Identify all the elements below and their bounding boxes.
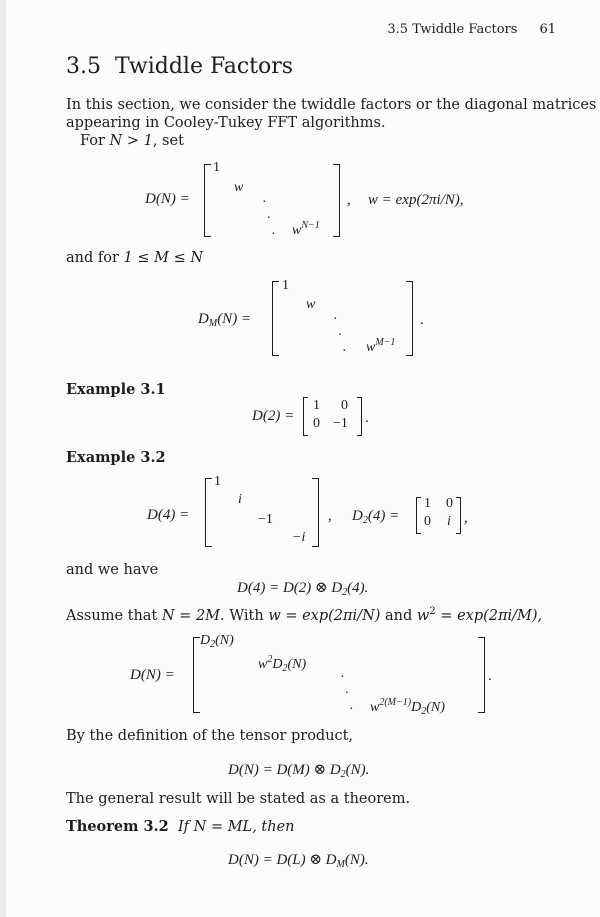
matrix-entry: w — [234, 180, 244, 195]
left-bracket — [303, 397, 308, 436]
ex1-lhs: D(2) = — [252, 408, 295, 424]
entry-subscript: 2 — [210, 639, 216, 650]
intro-text-end: , set — [152, 133, 184, 149]
entry-base: w — [292, 223, 302, 238]
eq4-period: . — [488, 668, 492, 684]
diagonal-dots: · · · — [262, 195, 277, 242]
matrix-entry: w — [306, 297, 316, 312]
page-number: 61 — [539, 22, 556, 37]
rhs-rest: (4) = — [367, 508, 400, 524]
matrix-entry: 0 — [313, 416, 320, 431]
assume-math: w — [416, 608, 430, 624]
entry-exponent: 2 — [267, 654, 273, 665]
entry-rest: (N) — [215, 633, 234, 648]
eq4-lhs: D(N) = — [130, 667, 175, 683]
matrix-entry — [292, 220, 320, 239]
lhs-base: D — [198, 311, 209, 327]
right-bracket — [478, 637, 485, 713]
equation-tensor-product — [228, 760, 369, 780]
running-head — [387, 22, 556, 37]
entry-subscript: 2 — [282, 663, 288, 674]
assume-math: w = exp(2πi/N) — [268, 608, 381, 624]
matrix-entry: 1 — [313, 398, 320, 413]
right-bracket — [333, 164, 340, 237]
assume-text: . With — [220, 608, 269, 624]
matrix-entry — [366, 337, 395, 356]
intro-line-2: appearing in Cooley-Tukey FFT algorithms. — [66, 115, 386, 131]
w-definition: w = exp(2πi/N), — [368, 192, 464, 208]
eq2-lhs — [198, 311, 251, 329]
example-3-1-label: Example 3.1 — [66, 381, 166, 398]
right-bracket — [312, 478, 319, 547]
matrix-entry: 1 — [424, 496, 431, 511]
matrix-entry: 0 — [446, 496, 453, 511]
ex2-comma: , — [328, 508, 332, 524]
eq3-subscript: 2 — [342, 587, 348, 598]
right-bracket — [406, 281, 413, 356]
intro-line-3 — [80, 132, 184, 150]
lhs-subscript: M — [208, 318, 218, 329]
section-number: 3.5 — [66, 54, 101, 79]
entry-exponent: N−1 — [301, 220, 320, 231]
left-bracket — [193, 637, 200, 713]
matrix-entry: 1 — [282, 278, 289, 293]
intro-line-1: In this section, we consider the twiddle factors or the diagonal matrices — [66, 97, 597, 113]
intro-text: For — [80, 133, 110, 149]
eq1-comma: , — [347, 192, 351, 208]
eq1-lhs: D(N) = — [145, 191, 190, 207]
lhs-rest: (N) = — [217, 311, 252, 327]
matrix-entry: i — [447, 514, 451, 529]
entry-base: D — [411, 700, 422, 715]
right-bracket — [456, 497, 461, 534]
entry-rest: (N) — [426, 700, 445, 715]
assume-text: Assume that — [66, 608, 162, 624]
left-bracket — [204, 164, 211, 237]
between-text — [66, 249, 203, 267]
eq6-end: (N). — [344, 852, 369, 868]
theorem-text: , then — [252, 819, 295, 835]
rhs-subscript: 2 — [362, 515, 368, 526]
matrix-entry: −1 — [333, 416, 348, 431]
theorem-math: N = ML — [193, 819, 253, 835]
eq3-end: (4). — [347, 580, 369, 596]
matrix-entry: 1 — [214, 474, 221, 489]
running-head-section: 3.5 Twiddle Factors — [387, 22, 518, 37]
assume-math: = exp(2πi/M), — [435, 608, 543, 624]
matrix-entry: 0 — [424, 514, 431, 529]
section-title: Twiddle Factors — [115, 54, 294, 79]
ex2-lhs: D(4) = — [147, 507, 190, 523]
equation-theorem — [228, 850, 369, 870]
left-bracket — [416, 497, 421, 534]
page-gutter-shadow — [0, 0, 6, 917]
matrix-entry: 1 — [213, 160, 220, 175]
rhs-base: D — [352, 508, 363, 524]
matrix-entry — [370, 697, 445, 717]
entry-exponent: 2(M−1) — [379, 697, 412, 708]
matrix-entry — [200, 633, 234, 650]
theorem-text: If — [177, 819, 194, 835]
eq5-subscript: 2 — [340, 769, 346, 780]
right-bracket — [357, 397, 362, 436]
matrix-entry: −i — [292, 530, 306, 545]
eq2-period: . — [420, 312, 424, 328]
entry-base: w — [370, 700, 380, 715]
theorem-3-2 — [66, 818, 295, 836]
eq6-subscript: M — [336, 859, 345, 870]
between-math: 1 ≤ M ≤ N — [123, 250, 204, 266]
eq3-part: D(4) = D(2) ⊗ D — [237, 580, 343, 596]
entry-base: w — [366, 340, 376, 355]
eq5-part: D(N) = D(M) ⊗ D — [228, 762, 341, 778]
entry-rest: (N) — [287, 657, 307, 672]
assume-exponent: 2 — [429, 606, 436, 617]
ex1-period: . — [365, 410, 369, 426]
example-3-2-label: Example 3.2 — [66, 449, 166, 466]
assume-math: N = 2M — [161, 608, 221, 624]
matrix-entry: 0 — [341, 398, 348, 413]
diagonal-dots: · · · — [333, 312, 348, 359]
section-heading — [66, 54, 293, 79]
eq5-end: (N). — [345, 762, 370, 778]
by-definition: By the definition of the tensor product, — [66, 728, 354, 744]
equation-d4-tensor — [237, 578, 368, 598]
between-prefix: and for — [66, 250, 124, 266]
ex2-comma-end: , — [464, 510, 468, 526]
matrix-entry: i — [238, 492, 242, 507]
entry-subscript: 2 — [421, 706, 427, 717]
matrix-entry — [258, 654, 306, 674]
entry-base: w — [258, 657, 268, 672]
general-result: The general result will be stated as a theorem. — [66, 791, 411, 807]
matrix-entry: −1 — [258, 512, 273, 527]
entry-base: D — [200, 633, 211, 648]
and-we-have: and we have — [66, 562, 159, 578]
assume-text: and — [380, 608, 417, 624]
entry-exponent: M−1 — [375, 337, 396, 348]
eq6-part: D(N) = D(L) ⊗ D — [228, 852, 337, 868]
left-bracket — [205, 478, 212, 547]
assume-line — [66, 603, 542, 625]
diagonal-dots: · · · — [340, 670, 355, 717]
intro-math: N > 1 — [109, 133, 153, 149]
ex2-rhs-lhs — [352, 508, 399, 526]
theorem-label: Theorem 3.2 — [66, 818, 169, 835]
entry-base: D — [272, 657, 283, 672]
left-bracket — [272, 281, 279, 356]
